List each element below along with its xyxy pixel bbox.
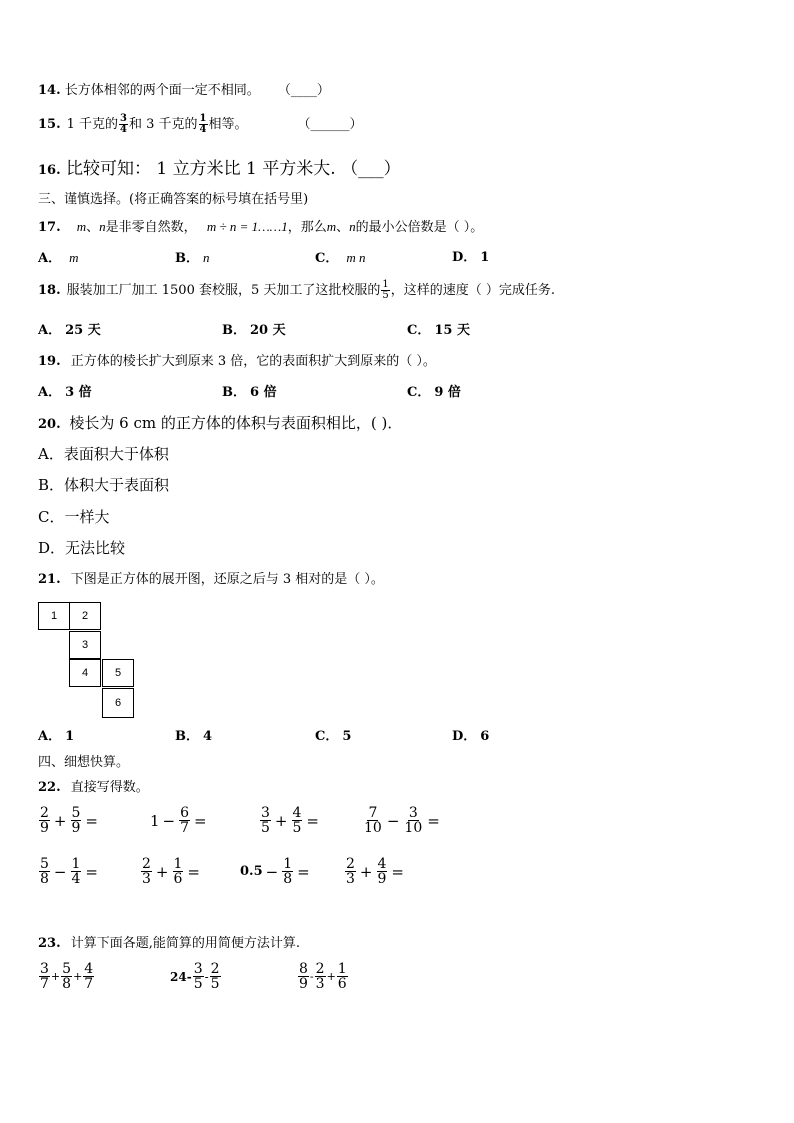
option-c[interactable]: C． 9 倍 <box>407 385 461 400</box>
option-a[interactable]: A．表面积大于体积 <box>38 445 169 463</box>
question-text: 直接写得数。 <box>70 780 149 795</box>
calc-expression: $\frac{8}{9}$ - $\frac{2}{3}$ + $\frac{1}{6}$ <box>299 961 347 992</box>
calc-item: $\frac{5}{8}$ − $\frac{1}{4}$ = <box>40 856 98 887</box>
question-number: 22. <box>38 780 61 795</box>
option-a[interactable]: A． 25 天 <box>38 323 101 338</box>
question-number: 16. <box>38 163 61 178</box>
net-face-4: 4 <box>69 659 101 687</box>
question-text: 1 千克的 <box>66 117 119 132</box>
question-text: 棱长为 6 cm 的正方体的体积与表面积相比，( )． <box>69 414 403 432</box>
question-22 <box>38 781 149 794</box>
question-text: 比较可知： 1 立方米比 1 平方米大. <box>66 159 336 179</box>
question-text: 和 3 千克的 <box>129 117 198 132</box>
answer-blank[interactable]: （___） <box>341 159 401 179</box>
question-text: ，这样的速度（ ）完成任务. <box>390 283 556 298</box>
question-text: 正方体的棱长扩大到原来 3 倍，它的表面积扩大到原来的（ ）。 <box>70 354 436 369</box>
fraction: $\frac{3}{4}$ <box>120 113 127 135</box>
option-c[interactable]: C． 15 天 <box>407 323 470 338</box>
variable-m: m <box>76 219 87 234</box>
question-number: 19. <box>38 354 61 369</box>
question-text: 下图是正方体的展开图，还原之后与 3 相对的是（ ）。 <box>70 572 384 587</box>
option-a[interactable]: A． 3 倍 <box>38 385 92 400</box>
option-d[interactable]: D． 1 <box>452 250 490 265</box>
calc-expression: $\frac{3}{7}$ + $\frac{5}{8}$ + $\frac{4}{7}$ <box>40 961 94 992</box>
question-text: ，那么 <box>287 220 327 235</box>
question-21 <box>38 573 384 586</box>
net-face-5: 5 <box>102 659 134 687</box>
question-text: 长方体相邻的两个面一定不相同。 <box>64 83 260 98</box>
calc-item: $\frac{2}{3}$ + $\frac{4}{9}$ = <box>346 856 404 887</box>
fraction: $\frac{1}{5}$ <box>382 279 389 301</box>
question-number: 17. <box>38 220 61 235</box>
option-b[interactable]: B． 4 <box>175 729 213 744</box>
calc-item: $\frac{7}{10}$ − $\frac{3}{10}$ = <box>364 805 440 836</box>
question-number: 14. <box>38 83 61 98</box>
net-face-6: 6 <box>102 688 134 718</box>
option-c[interactable]: C． 5 <box>315 729 352 744</box>
question-text: 相等。 <box>208 117 248 132</box>
equation: m ÷ n = 1……1 <box>206 219 288 234</box>
net-face-2: 2 <box>69 602 101 630</box>
question-number: 20. <box>38 417 61 432</box>
net-face-1: 1 <box>38 602 70 630</box>
calc-item: $\frac{3}{5}$ + $\frac{4}{5}$ = <box>261 805 319 836</box>
option-b[interactable]: B． 6 倍 <box>222 385 277 400</box>
option-d[interactable]: D．无法比较 <box>38 539 126 557</box>
option-b[interactable]: B． 20 天 <box>222 323 286 338</box>
option-b[interactable]: B．体积大于表面积 <box>38 476 170 494</box>
net-face-3: 3 <box>69 631 101 659</box>
calc-item: $\frac{2}{9}$ + $\frac{5}{9}$ = <box>40 805 98 836</box>
option-c[interactable]: C．一样大 <box>38 508 110 526</box>
question-number: 23. <box>38 936 61 951</box>
question-17: 17. m、n是非零自然数， m ÷ n = 1……1，那么m、n的最小公倍数是（ ）。 <box>38 219 484 235</box>
option-d[interactable]: D． 6 <box>452 729 490 744</box>
question-number: 18. <box>38 283 61 298</box>
section-heading: 三、谨慎选择。(将正确答案的标号填在括号里) <box>38 192 309 207</box>
calc-item: 0.5 − $\frac{1}{8}$ = <box>240 856 310 887</box>
question-23 <box>38 937 300 950</box>
cube-net-diagram <box>38 602 138 720</box>
question-20 <box>38 416 402 431</box>
option-b[interactable]: B． n <box>175 250 210 266</box>
question-number: 21. <box>38 572 61 587</box>
option-a[interactable]: A． m <box>38 250 79 266</box>
section-heading: 四、细想快算。 <box>38 755 130 770</box>
question-18 <box>38 280 555 301</box>
question-number: 15. <box>38 117 61 132</box>
option-c[interactable]: C． m n <box>315 250 366 266</box>
question-text: 是非零自然数， <box>105 220 197 235</box>
answer-blank[interactable]: （______） <box>297 117 363 132</box>
question-text: 服装加工厂加工 1500 套校服，5 天加工了这批校服的 <box>66 283 381 298</box>
fraction: $\frac{1}{4}$ <box>199 113 207 135</box>
question-text: 计算下面各题,能简算的用简便方法计算. <box>70 936 301 951</box>
option-a[interactable]: A． 1 <box>38 729 75 744</box>
calc-item: 1 − $\frac{6}{7}$ = <box>150 805 207 836</box>
calc-expression: 24- $\frac{3}{5}$ - $\frac{2}{5}$ <box>170 961 220 992</box>
variable-n: n <box>99 219 106 234</box>
question-14 <box>38 84 330 97</box>
question-text: 的最小公倍数是（ ）。 <box>355 220 484 235</box>
answer-blank[interactable]: （____） <box>277 83 330 98</box>
question-16 <box>38 161 401 178</box>
question-19 <box>38 355 436 368</box>
calc-item: $\frac{2}{3}$ + $\frac{1}{6}$ = <box>142 856 200 887</box>
question-15 <box>38 114 363 135</box>
